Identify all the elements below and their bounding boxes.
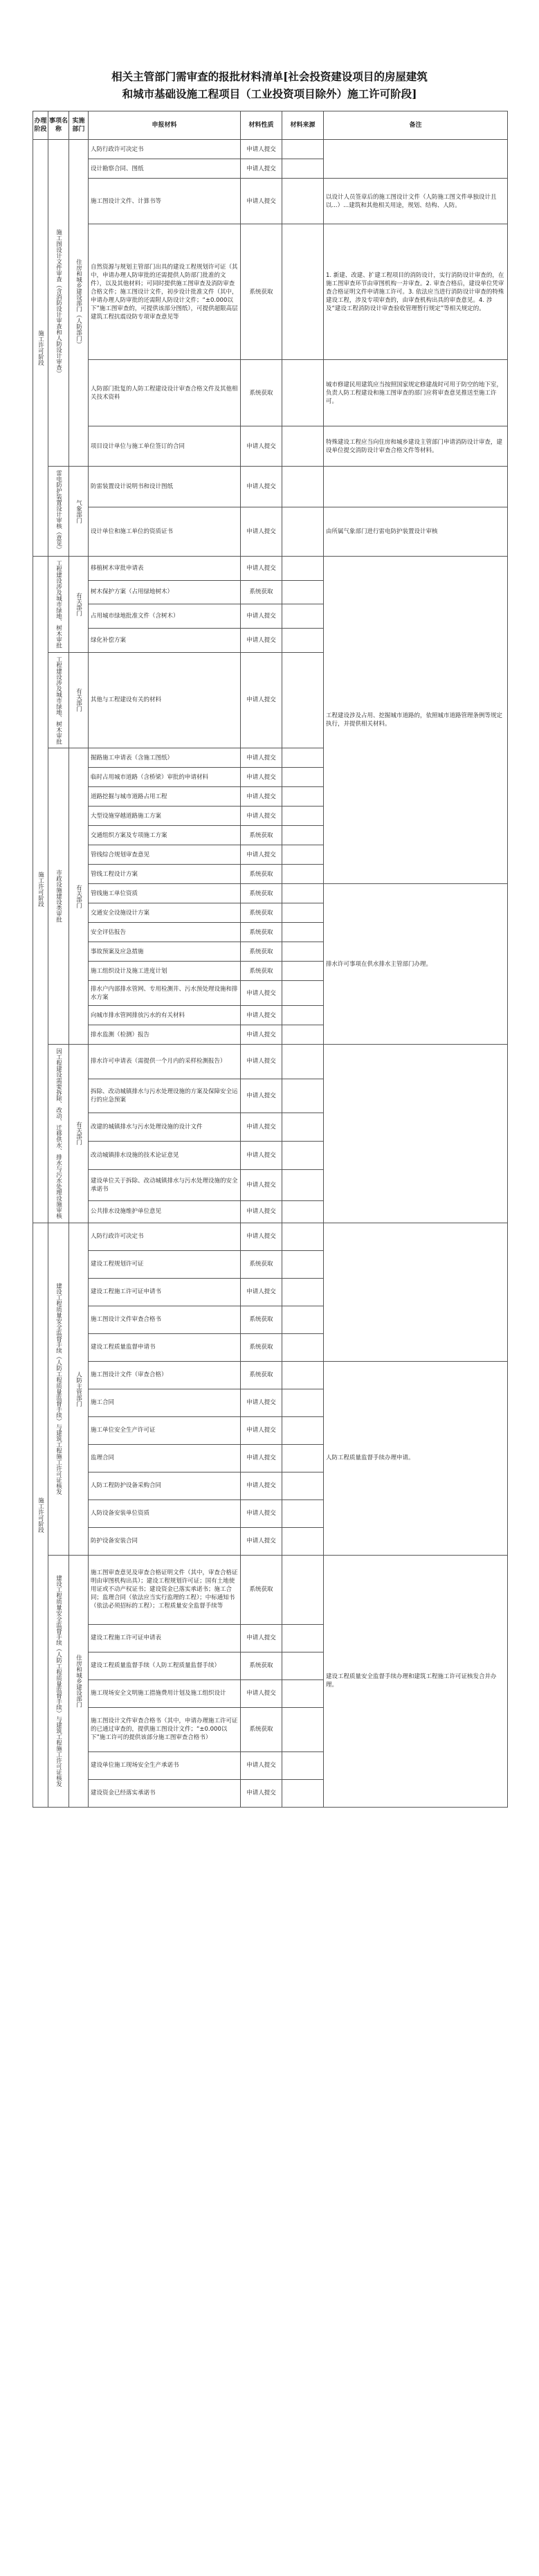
nature-cell: 申请人提交 <box>241 807 282 826</box>
nature-cell: 系统获取 <box>241 903 282 923</box>
nature-cell: 申请人提交 <box>241 1416 282 1444</box>
stage-cell <box>33 1223 48 1807</box>
nature-cell: 申请人提交 <box>241 652 282 748</box>
nature-cell: 系统获取 <box>241 360 282 426</box>
material-cell: 施工现场安全文明施工措施费用计划及施工组织设计 <box>89 1679 241 1707</box>
source-cell <box>282 903 324 923</box>
nature-cell: 申请人提交 <box>241 1278 282 1306</box>
nature-cell: 系统获取 <box>241 1333 282 1361</box>
material-cell: 施工图设计文件审查合格书（其中，申请办理施工许可证的已通过审查的，提供施工图设计文件；“±0.000以下”施工许可的提供该部分施工图审查合格书） <box>89 1707 241 1751</box>
source-cell <box>282 1444 324 1472</box>
nature-cell: 申请人提交 <box>241 1223 282 1250</box>
table-row <box>33 507 508 556</box>
source-cell <box>282 1652 324 1679</box>
table-row <box>33 1555 508 1624</box>
material-cell: 建设工程规划许可证 <box>89 1250 241 1278</box>
source-cell <box>282 557 324 581</box>
material-cell: 拆除、改动城镇排水与污水处理设施的方案及保障安全运行的应急预案 <box>89 1079 241 1113</box>
remark-cell: 特殊建设工程应当向住房和城乡建设主管部门申请消防设计审查，建设单位提交消防设计审查合格文件等材料。 <box>324 426 508 467</box>
material-cell: 人防行政许可决定书 <box>89 140 241 159</box>
material-cell: 安全评估报告 <box>89 923 241 942</box>
dept-label: 有关部门 <box>75 884 82 908</box>
item-cell <box>48 467 69 557</box>
nature-cell: 申请人提交 <box>241 507 282 556</box>
nature-cell: 申请人提交 <box>241 1142 282 1170</box>
table-row <box>33 1223 508 1250</box>
item-label: 建设工程质量安全监督手续（人防工程质量监督手续）与建筑工程施工许可证核发 <box>55 1575 62 1787</box>
source-cell <box>282 962 324 981</box>
remark-cell: 排水许可事项在供水排水主管部门办理。 <box>324 884 508 1045</box>
dept-cell <box>69 140 89 467</box>
source-cell <box>282 1278 324 1306</box>
table-row <box>33 140 508 159</box>
source-cell <box>282 1679 324 1707</box>
nature-cell: 申请人提交 <box>241 1779 282 1807</box>
source-cell <box>282 179 324 224</box>
material-cell: 掘路施工申请表（含施工图纸） <box>89 748 241 768</box>
item-label: 建设工程质量安全监督手续（人防工程质量监督手续）与建筑工程施工许可证核发 <box>55 1283 62 1495</box>
nature-cell: 申请人提交 <box>241 748 282 768</box>
nature-cell: 系统获取 <box>241 1707 282 1751</box>
source-cell <box>282 768 324 787</box>
table-row <box>33 224 508 360</box>
dept-cell <box>69 467 89 557</box>
material-cell: 监理合同 <box>89 1444 241 1472</box>
dept-label: 有关部门 <box>75 592 82 616</box>
table-row <box>33 1361 508 1389</box>
source-cell <box>282 1333 324 1361</box>
material-cell: 向城市排水管网排放污水的有关材料 <box>89 1006 241 1025</box>
remark-cell: 1. 新建、改建、扩建工程项目的消防设计，实行消防设计审查的，在施工图审查环节由审图机构一并审查。2. 审查合格后，建设单位凭审查合格证明文件申请施工许可。3. 依法应当进行消防设计审查的特殊建设工程，涉及专项审查的，由审查机构出具的审查意见。4. 涉及“建设工程消防设计审查验收管理暂行规定”等相关规定的。 <box>324 224 508 360</box>
dept-cell <box>69 1555 89 1807</box>
stage-cell <box>33 140 48 557</box>
source-cell <box>282 748 324 768</box>
nature-cell: 系统获取 <box>241 923 282 942</box>
stage-cell <box>33 557 48 1223</box>
source-cell <box>282 360 324 426</box>
material-cell: 施工图设计文件、计算书等 <box>89 179 241 224</box>
table-row <box>33 1045 508 1079</box>
nature-cell: 申请人提交 <box>241 845 282 865</box>
source-cell <box>282 1389 324 1416</box>
source-cell <box>282 1142 324 1170</box>
source-cell <box>282 1045 324 1079</box>
nature-cell: 系统获取 <box>241 1250 282 1278</box>
document-title <box>21 68 518 102</box>
nature-cell: 申请人提交 <box>241 787 282 807</box>
item-label: 雷电防护装置设计审核（意见） <box>55 470 62 552</box>
remark-cell <box>324 140 508 179</box>
nature-cell: 申请人提交 <box>241 1679 282 1707</box>
material-cell: 施工图设计文件审查合格书 <box>89 1306 241 1333</box>
material-cell: 施工图设计文件（审查合格） <box>89 1361 241 1389</box>
material-cell: 人防工程防护设备采购合同 <box>89 1472 241 1499</box>
dept-label: 有关部门 <box>75 688 82 712</box>
nature-cell: 申请人提交 <box>241 1006 282 1025</box>
source-cell <box>282 1006 324 1025</box>
source-cell <box>282 1113 324 1142</box>
dept-cell <box>69 557 89 653</box>
nature-cell: 申请人提交 <box>241 628 282 652</box>
stage-label: 施工许可阶段 <box>37 872 44 908</box>
remark-cell <box>324 1045 508 1223</box>
material-cell: 建设资金已经落实承诺书 <box>89 1779 241 1807</box>
source-cell <box>282 1250 324 1278</box>
material-cell: 改建的城镇排水与污水处理设施的设计文件 <box>89 1113 241 1142</box>
nature-cell: 申请人提交 <box>241 1527 282 1555</box>
remark-cell <box>324 467 508 507</box>
source-cell <box>282 787 324 807</box>
material-cell: 临时占用城市道路（含桥梁）审批的申请材料 <box>89 768 241 787</box>
item-label: 工程建设涉及城市绿地、树木审批 <box>55 560 62 649</box>
material-cell: 大型设施穿越道路施工方案 <box>89 807 241 826</box>
remark-cell: 以设计人员签章后的施工图设计文件（人防施工图文件单独设计且以...）...建筑和其他相关用途，规划、结构、人防。 <box>324 179 508 224</box>
item-label: 工程建设涉及城市绿地、树木审批 <box>55 656 62 744</box>
material-cell: 人防部门批复的人防工程建设设计审查合格文件及其他相关技术资料 <box>89 360 241 426</box>
nature-cell: 申请人提交 <box>241 179 282 224</box>
nature-cell: 申请人提交 <box>241 1025 282 1045</box>
table-row <box>33 557 508 581</box>
source-cell <box>282 1527 324 1555</box>
material-cell: 设计单位和施工单位的资质证书 <box>89 507 241 556</box>
source-cell <box>282 981 324 1006</box>
source-cell <box>282 1555 324 1624</box>
material-cell: 防雷装置设计说明书和设计图纸 <box>89 467 241 507</box>
material-cell: 施工单位安全生产许可证 <box>89 1416 241 1444</box>
item-cell <box>48 652 69 748</box>
material-cell: 施工图审查意见及审查合格证明文件（其中，审查合格证明由审图机构出具）；建设工程规划许可证；国有土地使用证或不动产权证书；建设资金已落实承诺书；施工合同；监理合同（依法应当实行监理的工程）；中标通知书（依法必须招标的工程）；工程质量安全监督手续等 <box>89 1555 241 1624</box>
dept-cell <box>69 1045 89 1223</box>
nature-cell: 系统获取 <box>241 580 282 604</box>
nature-cell: 申请人提交 <box>241 140 282 159</box>
material-cell: 绿化补偿方案 <box>89 628 241 652</box>
source-cell <box>282 1472 324 1499</box>
table-row <box>33 426 508 467</box>
material-cell: 其他与工程建设有关的材料 <box>89 652 241 748</box>
table-row <box>33 179 508 224</box>
remark-cell: 工程建设涉及占用、挖掘城市道路的，依照城市道路管理条例等规定执行，并提供相关材料。 <box>324 557 508 884</box>
source-cell <box>282 140 324 159</box>
source-cell <box>282 1499 324 1527</box>
material-cell: 建设工程质量监督手续（人防工程质量监督手续） <box>89 1652 241 1679</box>
item-cell <box>48 140 69 467</box>
source-cell <box>282 159 324 179</box>
source-cell <box>282 1707 324 1751</box>
remark-cell: 由所属气象部门进行雷电防护装置设计审核 <box>324 507 508 556</box>
nature-cell: 申请人提交 <box>241 557 282 581</box>
source-cell <box>282 1416 324 1444</box>
material-cell: 人防行政许可决定书 <box>89 1223 241 1250</box>
material-cell: 自然资源与规划主管部门出具的建设工程规划许可证（其中，申请办理人防审批的还需提供人防部门批准的文件），以及其他材料；可同时提供施工图审查及消防审查合格文件；施工图设计文件，初步设计批准文件（其中，申请办理人防审批的还需附人防设计文件；“±0.000以下”施工图审查的，可提供该部分图纸），可提供超限高层建筑工程抗震设防专项审查意见等 <box>89 224 241 360</box>
dept-cell <box>69 1223 89 1555</box>
nature-cell: 申请人提交 <box>241 1624 282 1652</box>
source-cell <box>282 1779 324 1807</box>
source-cell <box>282 467 324 507</box>
source-cell <box>282 580 324 604</box>
source-cell <box>282 1200 324 1223</box>
material-cell: 排水户内部排水管网、专用检测井、污水预处理设施和排水方案 <box>89 981 241 1006</box>
dept-label: 人防主管部门 <box>75 1371 82 1407</box>
source-cell <box>282 652 324 748</box>
item-cell <box>48 557 69 653</box>
nature-cell: 系统获取 <box>241 865 282 884</box>
item-label: 因工程建设需要拆除、改动、迁移供水、排水与污水处理设施审核 <box>55 1048 62 1219</box>
nature-cell: 申请人提交 <box>241 159 282 179</box>
header-nature: 材料性质 <box>241 111 282 140</box>
nature-cell: 申请人提交 <box>241 604 282 629</box>
nature-cell: 系统获取 <box>241 1306 282 1333</box>
title-line-1: 相关主管部门需审查的报批材料清单[社会投资建设项目的房屋建筑 <box>111 70 428 83</box>
material-cell: 事故预案及应急措施 <box>89 942 241 962</box>
source-cell <box>282 1223 324 1250</box>
source-cell <box>282 1025 324 1045</box>
materials-table <box>33 111 508 1808</box>
dept-cell <box>69 748 89 1045</box>
source-cell <box>282 1169 324 1200</box>
material-cell: 建设单位关于拆除、改动城镇排水与污水处理设施的安全承诺书 <box>89 1169 241 1200</box>
material-cell: 设计勘察合同、图纸 <box>89 159 241 179</box>
nature-cell: 申请人提交 <box>241 1169 282 1200</box>
stage-label: 施工许可阶段 <box>37 1497 44 1533</box>
nature-cell: 申请人提交 <box>241 768 282 787</box>
nature-cell: 申请人提交 <box>241 1045 282 1079</box>
item-label: 市政设施建设类审批 <box>55 870 62 923</box>
remark-cell: 城市修建民用建筑应当按照国家规定修建战时可用于防空的地下室，负责人防工程建设和施工图审查的部门应将审查意见推送至施工许可。 <box>324 360 508 426</box>
remark-cell: 人防工程质量监督手续办理申请。 <box>324 1361 508 1555</box>
source-cell <box>282 628 324 652</box>
item-cell <box>48 1045 69 1223</box>
material-cell: 移植树木审批申请表 <box>89 557 241 581</box>
material-cell: 建设工程施工许可证申请表 <box>89 1624 241 1652</box>
nature-cell: 申请人提交 <box>241 1079 282 1113</box>
source-cell <box>282 923 324 942</box>
title-line-2: 和城市基础设施工程项目（工业投资项目除外）施工许可阶段] <box>122 87 417 100</box>
dept-cell <box>69 652 89 748</box>
source-cell <box>282 826 324 845</box>
material-cell: 管线工程设计方案 <box>89 865 241 884</box>
header-item: 事项名称 <box>48 111 69 140</box>
nature-cell: 申请人提交 <box>241 1499 282 1527</box>
dept-label: 住房和城乡建设部门 <box>75 1654 82 1708</box>
item-cell <box>48 1555 69 1807</box>
dept-label: 住房和城乡建设部门（人防部门） <box>75 258 82 348</box>
item-cell <box>48 748 69 1045</box>
material-cell: 项目设计单位与施工单位签订的合同 <box>89 426 241 467</box>
nature-cell: 申请人提交 <box>241 1444 282 1472</box>
material-cell: 管线综合规划审查意见 <box>89 845 241 865</box>
dept-label: 有关部门 <box>75 1122 82 1146</box>
source-cell <box>282 426 324 467</box>
table-row <box>33 467 508 507</box>
material-cell: 改动城镇排水设施的技术论证意见 <box>89 1142 241 1170</box>
nature-cell: 申请人提交 <box>241 426 282 467</box>
source-cell <box>282 1361 324 1389</box>
material-cell: 管线施工单位资质 <box>89 884 241 903</box>
nature-cell: 申请人提交 <box>241 1472 282 1499</box>
material-cell: 防护设备安装合同 <box>89 1527 241 1555</box>
material-cell: 施工组织设计及施工进度计划 <box>89 962 241 981</box>
material-cell: 施工合同 <box>89 1389 241 1416</box>
nature-cell: 申请人提交 <box>241 1113 282 1142</box>
table-row <box>33 360 508 426</box>
source-cell <box>282 1079 324 1113</box>
remark-cell <box>324 1223 508 1361</box>
material-cell: 建设单位施工现场安全生产承诺书 <box>89 1751 241 1779</box>
header-dept: 实施部门 <box>69 111 89 140</box>
material-cell: 树木保护方案（占用绿地树木） <box>89 580 241 604</box>
item-label: 施工图设计文件审查（含消防设计审查和人防设计审查） <box>55 229 62 377</box>
nature-cell: 申请人提交 <box>241 1200 282 1223</box>
material-cell: 排水许可申请表（需提供一个月内的采样检测报告） <box>89 1045 241 1079</box>
nature-cell: 系统获取 <box>241 1652 282 1679</box>
nature-cell: 系统获取 <box>241 962 282 981</box>
remark-cell: 建设工程质量安全监督手续办理和建筑工程施工许可证核发合并办理。 <box>324 1555 508 1807</box>
header-stage: 办理阶段 <box>33 111 48 140</box>
material-cell: 道路挖掘与城市道路占用工程 <box>89 787 241 807</box>
table-header-row <box>33 111 508 140</box>
nature-cell: 申请人提交 <box>241 981 282 1006</box>
header-source: 材料来源 <box>282 111 324 140</box>
nature-cell: 申请人提交 <box>241 1389 282 1416</box>
material-cell: 排水监测（检测）报告 <box>89 1025 241 1045</box>
material-cell: 人防设备安装单位资质 <box>89 1499 241 1527</box>
nature-cell: 系统获取 <box>241 942 282 962</box>
source-cell <box>282 507 324 556</box>
source-cell <box>282 807 324 826</box>
item-cell <box>48 1223 69 1555</box>
source-cell <box>282 865 324 884</box>
material-cell: 建设工程施工许可证申请书 <box>89 1278 241 1306</box>
header-material: 申报材料 <box>89 111 241 140</box>
nature-cell: 申请人提交 <box>241 1751 282 1779</box>
source-cell <box>282 224 324 360</box>
source-cell <box>282 845 324 865</box>
header-remark: 备注 <box>324 111 508 140</box>
table-row <box>33 884 508 903</box>
stage-label: 施工许可阶段 <box>37 330 44 366</box>
material-cell: 交通组织方案及专项施工方案 <box>89 826 241 845</box>
material-cell: 占用城市绿地批准文件（含树木） <box>89 604 241 629</box>
source-cell <box>282 942 324 962</box>
material-cell: 公共排水设施维护单位意见 <box>89 1200 241 1223</box>
dept-label: 气象部门 <box>75 499 82 523</box>
nature-cell: 系统获取 <box>241 1555 282 1624</box>
nature-cell: 系统获取 <box>241 826 282 845</box>
source-cell <box>282 1751 324 1779</box>
source-cell <box>282 1306 324 1333</box>
nature-cell: 申请人提交 <box>241 467 282 507</box>
source-cell <box>282 604 324 629</box>
material-cell: 交通安全设施设计方案 <box>89 903 241 923</box>
nature-cell: 系统获取 <box>241 1361 282 1389</box>
table-body <box>33 140 508 1808</box>
nature-cell: 系统获取 <box>241 224 282 360</box>
material-cell: 建设工程质量监督申请书 <box>89 1333 241 1361</box>
source-cell <box>282 1624 324 1652</box>
source-cell <box>282 884 324 903</box>
nature-cell: 系统获取 <box>241 884 282 903</box>
